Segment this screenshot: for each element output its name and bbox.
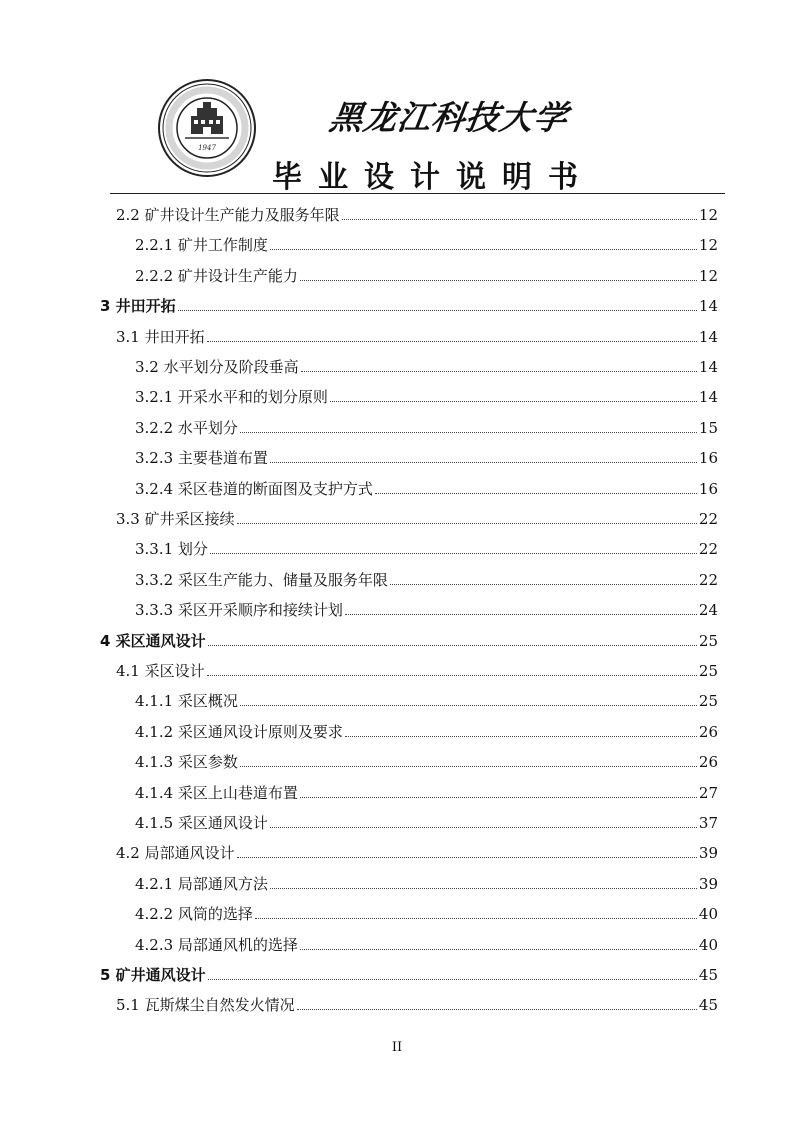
toc-leader-dots (300, 796, 697, 798)
toc-entry-page: 40 (698, 935, 718, 954)
toc-entry-title: 3.3.2 采区生产能力、储量及服务年限 (135, 570, 388, 589)
toc-entry-title: 4.1.5 采区通风设计 (135, 814, 268, 832)
toc-entry-title: 3.1 井田开拓 (116, 327, 205, 346)
toc-entry-title: 3.3.1 划分 (135, 540, 208, 559)
toc-leader-dots (297, 1008, 697, 1010)
toc-entry-page: 16 (698, 479, 718, 498)
toc-entry[interactable] (135, 594, 718, 620)
university-seal-logo (157, 78, 257, 178)
toc-entry[interactable] (135, 351, 718, 377)
toc-entry-title: 2.2.1 矿井工作制度 (135, 236, 268, 255)
toc-leader-dots (345, 613, 697, 615)
toc-entry-page: 45 (698, 996, 718, 1015)
toc-entry-page: 12 (698, 206, 718, 224)
toc-leader-dots (240, 431, 697, 433)
toc-entry[interactable] (116, 321, 718, 347)
page-header (0, 0, 794, 200)
toc-leader-dots (300, 279, 697, 281)
svg-text:1947: 1947 (198, 144, 216, 152)
toc-entry[interactable] (116, 503, 718, 529)
toc-entry[interactable] (116, 837, 718, 863)
toc-entry-title: 4.1.1 采区概况 (135, 692, 238, 711)
toc-leader-dots (330, 400, 697, 402)
toc-entry-page: 16 (698, 449, 718, 468)
toc-leader-dots (390, 583, 697, 585)
toc-entry[interactable] (100, 290, 718, 316)
toc-entry-page: 26 (698, 753, 718, 772)
toc-entry[interactable] (135, 381, 718, 407)
toc-entry-title: 4.1.3 采区参数 (135, 753, 238, 772)
page-number: II (391, 1040, 403, 1055)
toc-entry[interactable] (135, 898, 718, 924)
toc-entry[interactable] (135, 685, 718, 711)
toc-entry-page: 22 (698, 570, 718, 589)
toc-entry-page: 14 (698, 358, 718, 376)
toc-entry-title: 2.2.2 矿井设计生产能力 (135, 266, 298, 285)
toc-entry-page: 27 (698, 783, 718, 802)
toc-leader-dots (342, 218, 697, 220)
toc-entry-page: 25 (698, 631, 718, 650)
toc-entry-page: 26 (698, 722, 718, 741)
toc-entry-title: 3.2.3 主要巷道布置 (135, 449, 268, 468)
toc-entry[interactable] (135, 260, 718, 286)
toc-entry-title: 5.1 瓦斯煤尘自然发火情况 (116, 996, 295, 1015)
toc-entry-title: 3.2.2 水平划分 (135, 418, 238, 437)
university-name: 黑龙江科技大学 (327, 98, 571, 137)
toc-entry-page: 12 (698, 236, 718, 255)
toc-entry[interactable] (135, 442, 718, 468)
toc-entry-page: 39 (698, 844, 718, 863)
toc-entry-page: 14 (698, 327, 718, 346)
toc-leader-dots (270, 461, 697, 463)
toc-leader-dots (237, 522, 697, 524)
toc-entry-title: 4.2.1 局部通风方法 (135, 874, 268, 893)
toc-entry[interactable] (135, 807, 718, 833)
toc-entry-title: 5 矿井通风设计 (100, 966, 206, 984)
toc-entry[interactable] (135, 746, 718, 772)
toc-entry[interactable] (100, 959, 718, 985)
toc-entry-page: 15 (698, 418, 718, 437)
toc-leader-dots (207, 674, 697, 676)
toc-entry-page: 22 (698, 510, 718, 528)
toc-entry-title: 3.2 水平划分及阶段垂高 (135, 358, 299, 376)
toc-entry-page: 12 (698, 266, 718, 285)
toc-leader-dots (270, 826, 697, 828)
toc-entry-title: 4.2.2 风筒的选择 (135, 905, 253, 924)
toc-entry[interactable] (135, 716, 718, 742)
toc-entry-title: 4 采区通风设计 (100, 631, 206, 650)
toc-entry-page: 25 (698, 692, 718, 711)
toc-entry[interactable] (116, 989, 718, 1015)
toc-entry-title: 2.2 矿井设计生产能力及服务年限 (116, 206, 340, 224)
toc-entry-page: 25 (698, 662, 718, 680)
toc-leader-dots (255, 917, 697, 919)
toc-entry[interactable] (135, 777, 718, 803)
toc-entry[interactable] (135, 564, 718, 590)
toc-entry[interactable] (135, 868, 718, 894)
toc-leader-dots (207, 340, 697, 342)
toc-leader-dots (178, 309, 697, 311)
toc-entry[interactable] (135, 929, 718, 955)
toc-entry[interactable] (116, 199, 718, 225)
header-rule (110, 193, 725, 194)
toc-leader-dots (300, 948, 697, 950)
toc-entry-title: 4.1.4 采区上山巷道布置 (135, 783, 298, 802)
toc-leader-dots (301, 370, 697, 372)
toc-leader-dots (208, 978, 697, 980)
toc-entry-page: 39 (698, 874, 718, 893)
toc-entry-title: 4.1 采区设计 (116, 662, 205, 680)
toc-entry[interactable] (100, 625, 718, 651)
toc-entry-title: 3 井田开拓 (100, 297, 176, 316)
toc-entry[interactable] (135, 533, 718, 559)
toc-entry-page: 45 (698, 966, 718, 984)
toc-entry-page: 14 (698, 388, 718, 407)
toc-entry-title: 3.2.4 采区巷道的断面图及支护方式 (135, 479, 373, 498)
toc-entry[interactable] (135, 473, 718, 499)
toc-leader-dots (240, 765, 697, 767)
toc-leader-dots (270, 887, 697, 889)
toc-entry-title: 3.3 矿井采区接续 (116, 510, 235, 528)
toc-entry-page: 14 (698, 297, 718, 316)
document-title: 毕业设计说明书 (272, 160, 594, 195)
toc-entry-page: 24 (698, 601, 718, 620)
toc-leader-dots (208, 644, 697, 646)
toc-entry-page: 37 (698, 814, 718, 832)
toc-leader-dots (345, 735, 697, 737)
toc-entry-title: 4.2.3 局部通风机的选择 (135, 935, 298, 954)
toc-entry-page: 22 (698, 540, 718, 559)
toc-entry-title: 4.2 局部通风设计 (116, 844, 235, 863)
toc-entry-title: 3.2.1 开采水平和的划分原则 (135, 388, 328, 407)
toc-leader-dots (270, 248, 697, 250)
toc-entry-title: 4.1.2 采区通风设计原则及要求 (135, 722, 343, 741)
toc-entry[interactable] (135, 229, 718, 255)
toc-entry[interactable] (135, 412, 718, 438)
toc-leader-dots (210, 552, 697, 554)
toc-entry[interactable] (116, 655, 718, 681)
toc-entry-page: 40 (698, 905, 718, 924)
toc-leader-dots (375, 492, 697, 494)
toc-entry-title: 3.3.3 采区开采顺序和接续计划 (135, 601, 343, 620)
toc-leader-dots (237, 856, 697, 858)
toc-leader-dots (240, 704, 697, 706)
